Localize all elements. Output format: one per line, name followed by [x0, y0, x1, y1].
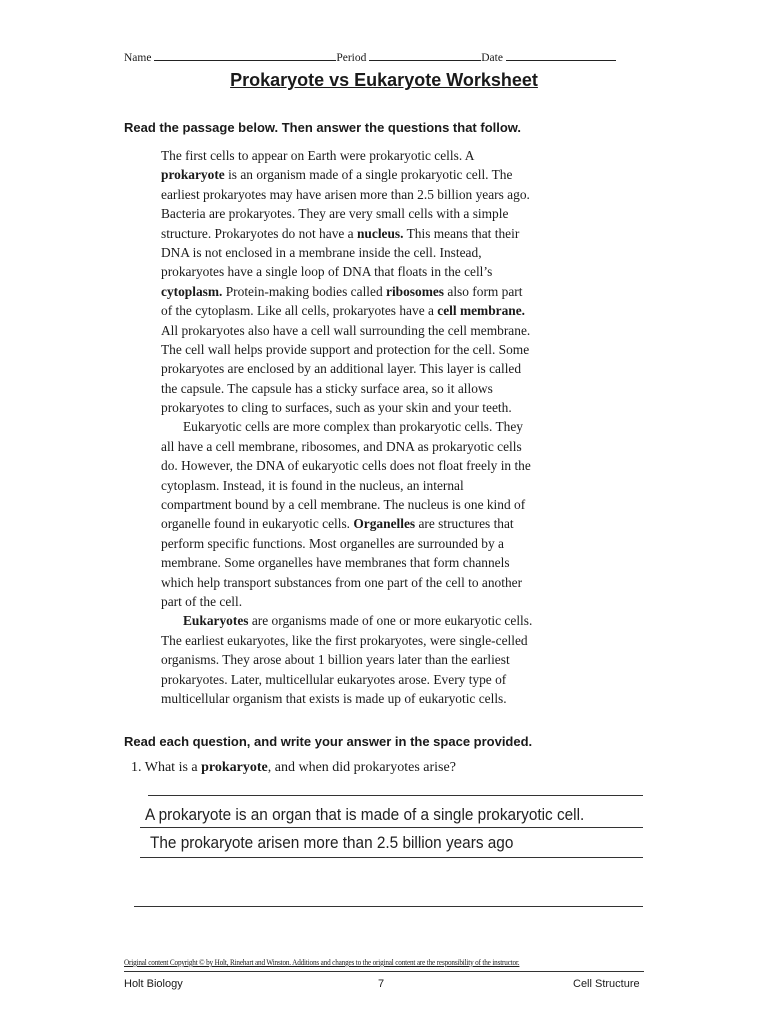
- passage-line: [161, 417, 601, 436]
- passage-line: [161, 495, 601, 514]
- passage-line: [161, 301, 601, 320]
- passage-term: cell membrane.: [437, 303, 526, 319]
- footer-chapter-title: Cell Structure: [573, 978, 640, 990]
- passage-line: [161, 262, 601, 281]
- passage-line: [161, 592, 601, 611]
- question-text-end: , and when did prokaryotes arise?: [267, 760, 456, 775]
- passage-text: organisms. They arose about 1 billion years later than the earliest: [161, 652, 510, 668]
- passage-text: prokaryotes. Later, multicellular eukaryotes arose. Every type of: [161, 671, 507, 687]
- passage-line: [161, 514, 601, 533]
- passage-text: The earliest eukaryotes, like the first prokaryotes, were single-celled: [161, 632, 528, 648]
- passage-text: prokaryotes are enclosed by an additional layer. This layer is called: [161, 361, 522, 377]
- name-label: Name: [124, 52, 152, 64]
- passage-text: cytoplasm. Instead, it is found in the nucleus, an internal: [161, 477, 464, 493]
- passage-line: [161, 689, 601, 708]
- passage-term: cytoplasm.: [161, 283, 223, 299]
- passage-line: [161, 224, 601, 243]
- passage-text: the capsule. The capsule has a sticky surface area, so it allows: [161, 380, 493, 396]
- question-1: [131, 760, 456, 776]
- passage-line: [161, 359, 601, 378]
- answer-rule-1[interactable]: [148, 795, 643, 796]
- passage-line: [161, 146, 601, 165]
- passage-line: [161, 165, 601, 184]
- question-keyword: prokaryote: [201, 760, 268, 775]
- passage-line: [161, 631, 601, 650]
- passage-text: all have a cell membrane, ribosomes, and DNA as prokaryotic cells: [161, 438, 522, 454]
- question-number: 1.: [131, 760, 142, 775]
- passage-text: part of the cell.: [161, 593, 243, 609]
- passage-text: prokaryotes have a single loop of DNA that floats in the cell’s: [161, 264, 493, 280]
- passage-text: multicellular organism that exists is made up of eukaryotic cells.: [161, 690, 507, 706]
- passage-text: The cell wall helps provide support and protection for the cell. Some: [161, 341, 530, 357]
- passage-line: [161, 185, 601, 204]
- passage-text: compartment bound by a cell membrane. The nucleus is one kind of: [161, 497, 526, 513]
- footer-book-title: Holt Biology: [124, 978, 183, 990]
- passage-text: structure. Prokaryotes do not have a: [161, 225, 357, 241]
- header-fields: [124, 50, 644, 64]
- passage-text: This means that their: [403, 225, 520, 241]
- passage-line: [161, 282, 601, 301]
- passage-term: ribosomes: [386, 283, 445, 299]
- passage-text: earliest prokaryotes may have arisen more than 2.5 billion years ago.: [161, 186, 530, 202]
- answer-line-1[interactable]: A prokaryote is an organ that is made of a single prokaryotic cell.: [145, 806, 585, 824]
- name-blank[interactable]: [154, 50, 336, 61]
- passage-term: Eukaryotes: [183, 613, 249, 629]
- passage-line: [161, 243, 601, 262]
- page-number: 7: [378, 978, 385, 990]
- passage-text: Bacteria are prokaryotes. They are very small cells with a simple: [161, 206, 509, 222]
- passage-line: [161, 650, 601, 669]
- passage-term: nucleus.: [356, 225, 404, 241]
- passage-text: DNA is not enclosed in a membrane inside the cell. Instead,: [161, 244, 482, 260]
- passage-text: Eukaryotic cells are more complex than prokaryotic cells. They: [183, 419, 523, 435]
- passage-term: Organelles: [353, 516, 416, 532]
- passage-line: [161, 670, 601, 689]
- passage-line: [161, 534, 601, 553]
- period-label: Period: [336, 52, 367, 64]
- passage-line: [161, 553, 601, 572]
- question-text-start: What is a: [144, 760, 202, 775]
- passage-text: membrane. Some organelles have membranes that form channels: [161, 555, 510, 571]
- passage-line: [161, 379, 601, 398]
- period-blank[interactable]: [369, 50, 481, 61]
- passage-text: is an organism made of a single prokaryotic cell. The: [224, 167, 513, 183]
- passage-text: perform specific functions. Most organelles are surrounded by a: [161, 535, 504, 551]
- date-label: Date: [481, 52, 503, 64]
- answer-rule-2[interactable]: [140, 827, 643, 828]
- passage-line: [161, 456, 601, 475]
- reading-passage: [161, 146, 601, 708]
- answer-rule-4[interactable]: [134, 906, 643, 907]
- passage-instructions: Read the passage below. Then answer the questions that follow.: [124, 120, 522, 135]
- passage-line: [161, 611, 601, 630]
- passage-text: prokaryotes to cling to surfaces, such as your skin and your teeth.: [161, 400, 512, 416]
- passage-line: [161, 476, 601, 495]
- passage-line: [161, 340, 601, 359]
- passage-text: Protein-making bodies called: [222, 283, 386, 299]
- passage-line: [161, 573, 601, 592]
- passage-text: The first cells to appear on Earth were prokaryotic cells. A: [161, 148, 475, 163]
- passage-text: which help transport substances from one part of the cell to another: [161, 574, 523, 590]
- copyright-notice: Original content Copyright © by Holt, Rinehart and Winston. Additions and changes to the original content are the responsibility of the instructor.: [124, 958, 520, 967]
- passage-text: organelle found in eukaryotic cells.: [161, 516, 354, 532]
- passage-text: also form part: [444, 283, 523, 299]
- passage-text: do. However, the DNA of eukaryotic cells does not float freely in the: [161, 458, 531, 474]
- question-instructions: Read each question, and write your answer in the space provided.: [124, 734, 533, 749]
- passage-text: are organisms made of one or more eukaryotic cells.: [248, 613, 533, 629]
- passage-term: prokaryote: [161, 167, 225, 183]
- passage-line: [161, 437, 601, 456]
- worksheet-title: Prokaryote vs Eukaryote Worksheet: [230, 70, 538, 90]
- date-blank[interactable]: [506, 50, 616, 61]
- passage-line: [161, 398, 601, 417]
- footer-divider: [124, 971, 644, 972]
- answer-rule-3[interactable]: [140, 857, 643, 858]
- passage-text: of the cytoplasm. Like all cells, prokaryotes have a: [161, 303, 438, 319]
- answer-line-2[interactable]: The prokaryote arisen more than 2.5 billion years ago: [150, 834, 514, 852]
- passage-line: [161, 321, 601, 340]
- passage-line: [161, 204, 601, 223]
- passage-text: All prokaryotes also have a cell wall surrounding the cell membrane.: [161, 322, 531, 338]
- passage-text: are structures that: [415, 516, 514, 532]
